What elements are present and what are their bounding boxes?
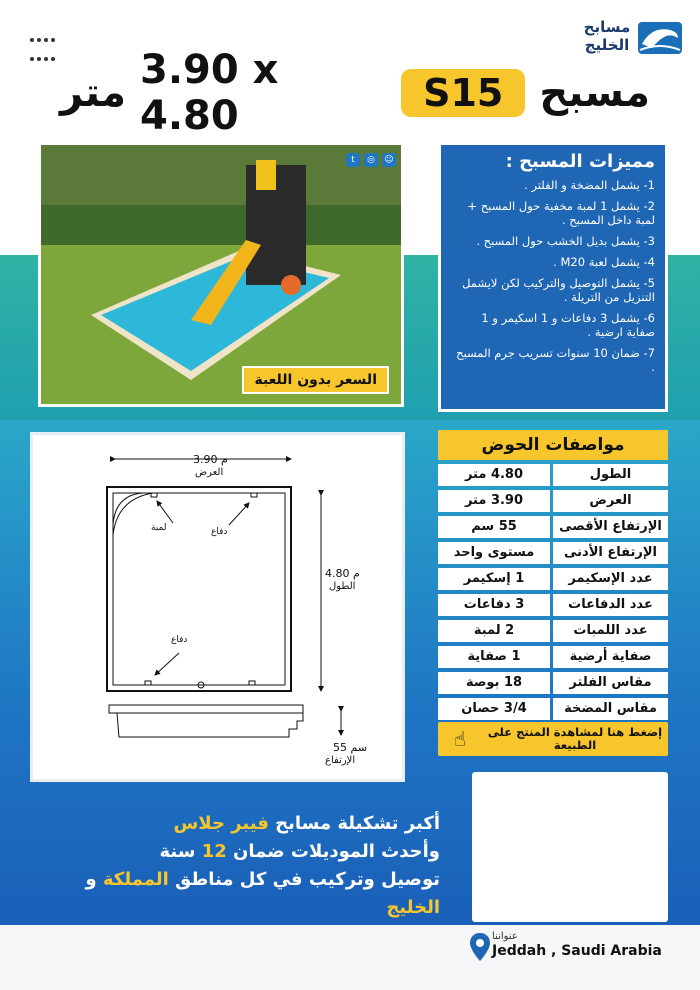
width-value: 3.90 م xyxy=(193,453,228,466)
spec-value: 2 لمبة xyxy=(438,620,550,642)
snapchat-icon: ☺ xyxy=(382,153,396,167)
twitter-icon: t xyxy=(346,153,360,167)
promo-highlight: فيبر جلاس xyxy=(173,813,269,834)
spec-value: 3.90 متر xyxy=(438,490,550,512)
table-row xyxy=(438,672,668,694)
brand-name: مسابح الخليج xyxy=(583,18,631,54)
height-value: 55 سم xyxy=(333,741,368,754)
features-panel xyxy=(438,142,668,412)
promo-text-part: و xyxy=(85,869,97,890)
spec-label: عدد الإسكيمر xyxy=(553,568,668,590)
view-product-button[interactable] xyxy=(438,722,668,756)
width-label: العرض xyxy=(195,467,224,478)
spec-label: صفاية أرضية xyxy=(553,646,668,668)
jet-label: دفاع xyxy=(171,635,188,645)
light-label: لمبة xyxy=(151,523,167,533)
qr-placeholder xyxy=(472,772,668,922)
spec-value: مستوى واحد xyxy=(438,542,550,564)
spec-value: 1 صفاية xyxy=(438,646,550,668)
height-label: الإرتفاع xyxy=(325,755,356,766)
pool-photo xyxy=(38,142,404,407)
feature-item: 7- ضمان 10 سنوات تسريب جرم المسبح . xyxy=(456,346,655,374)
spec-value: 4.80 متر xyxy=(438,464,550,486)
promo-text xyxy=(40,810,440,922)
address-label: عنواننا xyxy=(492,931,518,942)
promo-text-part: توصيل وتركيب في كل مناطق xyxy=(175,869,440,890)
promo-highlight: المملكة xyxy=(103,869,169,890)
promo-highlight: 12 xyxy=(201,841,227,862)
table-row xyxy=(438,646,668,668)
dimension-unit: متر xyxy=(60,70,126,116)
location-pin-icon xyxy=(470,933,490,961)
feature-item: 6- يشمل 3 دفاعات و 1 اسكيمر و 1 صفاية ارضية . xyxy=(481,311,655,339)
spec-label: الإرتفاع الأقصى xyxy=(553,516,668,538)
table-row xyxy=(438,620,668,642)
dots-icon xyxy=(30,30,72,44)
feature-item: 3- يشمل بديل الخشب حول المسبح . xyxy=(476,234,655,248)
page-title xyxy=(60,47,650,139)
promo-text-part: أكبر تشكيلة مسابح xyxy=(275,813,440,834)
spec-label: مقاس المضخة xyxy=(553,698,668,720)
promo-line xyxy=(40,838,440,866)
length-value: 4.80 م xyxy=(325,567,360,580)
promo-text-part: سنة xyxy=(159,841,196,862)
address-block xyxy=(450,925,690,985)
feature-item: 2- يشمل 1 لمبة مخفية حول المسبح + لمبة داخل المسبح . xyxy=(467,199,655,227)
feature-item: 5- يشمل التوصيل والتركيب لكن لايشمل التنزيل من التريلة . xyxy=(462,276,655,304)
table-row xyxy=(438,490,668,512)
spec-label: الإرتفاع الأدنى xyxy=(553,542,668,564)
price-note: السعر بدون اللعبة xyxy=(242,366,389,394)
spec-label: عدد اللمبات xyxy=(553,620,668,642)
length-label: الطول xyxy=(329,581,356,592)
social-icons xyxy=(346,153,396,167)
table-row xyxy=(438,516,668,538)
features-title: مميزات المسبح : xyxy=(505,151,655,172)
spec-value: 18 بوصة xyxy=(438,672,550,694)
address-city: Jeddah , Saudi Arabia xyxy=(492,943,662,959)
specs-title: مواصفات الحوض xyxy=(438,430,668,460)
table-row xyxy=(438,464,668,486)
spec-value: 1 إسكيمر xyxy=(438,568,550,590)
promo-highlight: الخليج xyxy=(386,897,440,918)
pool-diagram xyxy=(30,432,405,782)
view-product-label: إضغط هنا لمشاهدة المنتج على الطبيعة xyxy=(487,725,663,752)
instagram-icon: ◎ xyxy=(364,153,378,167)
dolphin-icon xyxy=(638,22,682,54)
promo-text-part: وأحدث الموديلات ضمان xyxy=(233,841,440,862)
brand-logo xyxy=(578,18,682,58)
feature-item: 4- يشمل لعبة M20 . xyxy=(553,255,655,269)
table-row xyxy=(438,698,668,720)
feature-item: 1- يشمل المضخة و الفلتر . xyxy=(524,178,655,192)
title-word: مسبح xyxy=(539,70,650,116)
spec-label: الطول xyxy=(553,464,668,486)
table-row xyxy=(438,542,668,564)
pool-dimensions: 3.90 x 4.80 xyxy=(139,47,279,139)
promo-line xyxy=(40,866,440,922)
spec-label: عدد الدفاعات xyxy=(553,594,668,616)
spec-value: 3/4 حصان xyxy=(438,698,550,720)
specs-table xyxy=(438,430,668,720)
spec-value: 55 سم xyxy=(438,516,550,538)
pointer-hand-icon: ☝ xyxy=(453,727,467,751)
spec-value: 3 دفاعات xyxy=(438,594,550,616)
table-row xyxy=(438,594,668,616)
jet-label: دفاع xyxy=(211,527,228,537)
promo-line xyxy=(40,810,440,838)
model-badge: S15 xyxy=(401,69,525,117)
spec-label: مقاس الفلتر xyxy=(553,672,668,694)
spec-label: العرض xyxy=(553,490,668,512)
table-row xyxy=(438,568,668,590)
